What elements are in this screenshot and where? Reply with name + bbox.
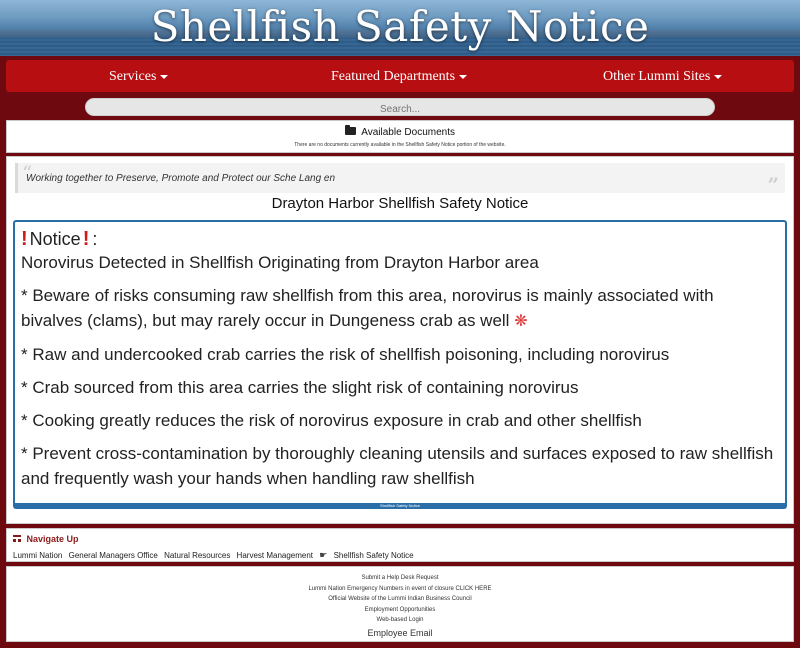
crumb-harvest-management[interactable]: Harvest Management xyxy=(236,551,314,560)
nav-services[interactable] xyxy=(109,69,168,85)
notice-bullet: * Cooking greatly reduces the risk of norovirus exposure in crab and other shellfish xyxy=(21,411,642,430)
chevron-down-icon xyxy=(459,75,467,79)
footer-link-official-website[interactable]: Official Website of the Lummi Indian Business Council xyxy=(328,596,472,602)
header-banner xyxy=(0,0,800,56)
sitemap-icon xyxy=(13,535,21,542)
notice-box xyxy=(13,220,787,507)
exclamation-icon: ! xyxy=(21,228,28,250)
notice-heading: Drayton Harbor Shellfish Safety Notice xyxy=(271,195,529,212)
main-navbar xyxy=(6,60,794,92)
nav-other-lummi-sites[interactable] xyxy=(603,69,722,85)
documents-note: There are no documents currently available in the Shellfish Safety Notice portion of the website. xyxy=(294,142,506,148)
crumb-lummi-nation[interactable]: Lummi Nation xyxy=(13,551,63,560)
hand-point-right-icon: ☛ xyxy=(319,550,328,560)
documents-header[interactable] xyxy=(7,127,793,138)
nav-featured-departments[interactable] xyxy=(331,69,467,85)
quote-open-icon: “ xyxy=(22,161,33,185)
crumb-general-managers-office[interactable]: General Managers Office xyxy=(68,551,158,560)
notice-colon: : xyxy=(92,229,98,249)
notice-bullet: * Prevent cross-contamination by thoroughly cleaning utensils and surfaces exposed to raw shellfish and frequently wash your hands when handling raw shellfish xyxy=(21,444,774,488)
notice-bullet xyxy=(21,283,777,334)
search-bar xyxy=(85,98,715,116)
notice-label-line xyxy=(21,228,777,250)
quote-close-icon: ” xyxy=(767,173,779,197)
crumb-shellfish-safety-notice[interactable]: Shellfish Safety Notice xyxy=(333,551,414,560)
crab-icon: ❋ xyxy=(514,313,528,330)
navigate-up-panel xyxy=(6,528,794,562)
mission-quote xyxy=(15,161,785,197)
search-input[interactable] xyxy=(86,102,714,118)
footer-link-web-login[interactable]: Web-based Login xyxy=(376,617,424,623)
folder-open-icon xyxy=(345,127,356,135)
nav-featured-departments-label: Featured Departments xyxy=(331,69,456,84)
exclamation-icon: ! xyxy=(82,228,90,250)
chevron-down-icon xyxy=(160,75,168,79)
crumb-natural-resources[interactable]: Natural Resources xyxy=(164,551,231,560)
notice-headline: Norovirus Detected in Shellfish Originating from Drayton Harbor area xyxy=(21,253,539,272)
chevron-down-icon xyxy=(714,75,722,79)
nav-services-label: Services xyxy=(109,69,157,84)
footer-link-help-desk[interactable]: Submit a Help Desk Request xyxy=(361,575,439,581)
breadcrumb xyxy=(13,550,418,561)
footer-links xyxy=(7,573,793,640)
notice-bullet: * Raw and undercooked crab carries the risk of shellfish poisoning, including norovirus xyxy=(21,345,670,364)
footer-link-employment[interactable]: Employment Opportunities xyxy=(364,606,436,613)
nav-other-lummi-sites-label: Other Lummi Sites xyxy=(603,69,711,84)
quote-text: Working together to Preserve, Promote and Protect our Sche Lang en xyxy=(26,173,336,184)
documents-panel xyxy=(6,120,794,153)
navigate-up-title xyxy=(13,534,79,544)
documents-title: Available Documents xyxy=(361,127,455,138)
notice-footer: Shellfish Safety Notice xyxy=(13,503,787,509)
footer-link-employee-email[interactable]: Employee Email xyxy=(367,627,433,638)
notice-bullet: * Crab sourced from this area carries the slight risk of containing norovirus xyxy=(21,378,579,397)
notice-label: Notice xyxy=(29,229,81,249)
main-content xyxy=(6,156,794,524)
site-footer xyxy=(6,566,794,642)
page-title: Shellfish Safety Notice xyxy=(150,2,650,51)
notice-bullet-text: * Beware of risks consuming raw shellfish from this area, norovirus is mainly associated with bivalves (clams), but may rarely occur in Dungeness crab as well xyxy=(21,286,714,330)
footer-link-emergency[interactable]: Lummi Nation Emergency Numbers in event of closure CLICK HERE xyxy=(308,585,492,592)
navigate-up-label: Navigate Up xyxy=(26,534,79,544)
